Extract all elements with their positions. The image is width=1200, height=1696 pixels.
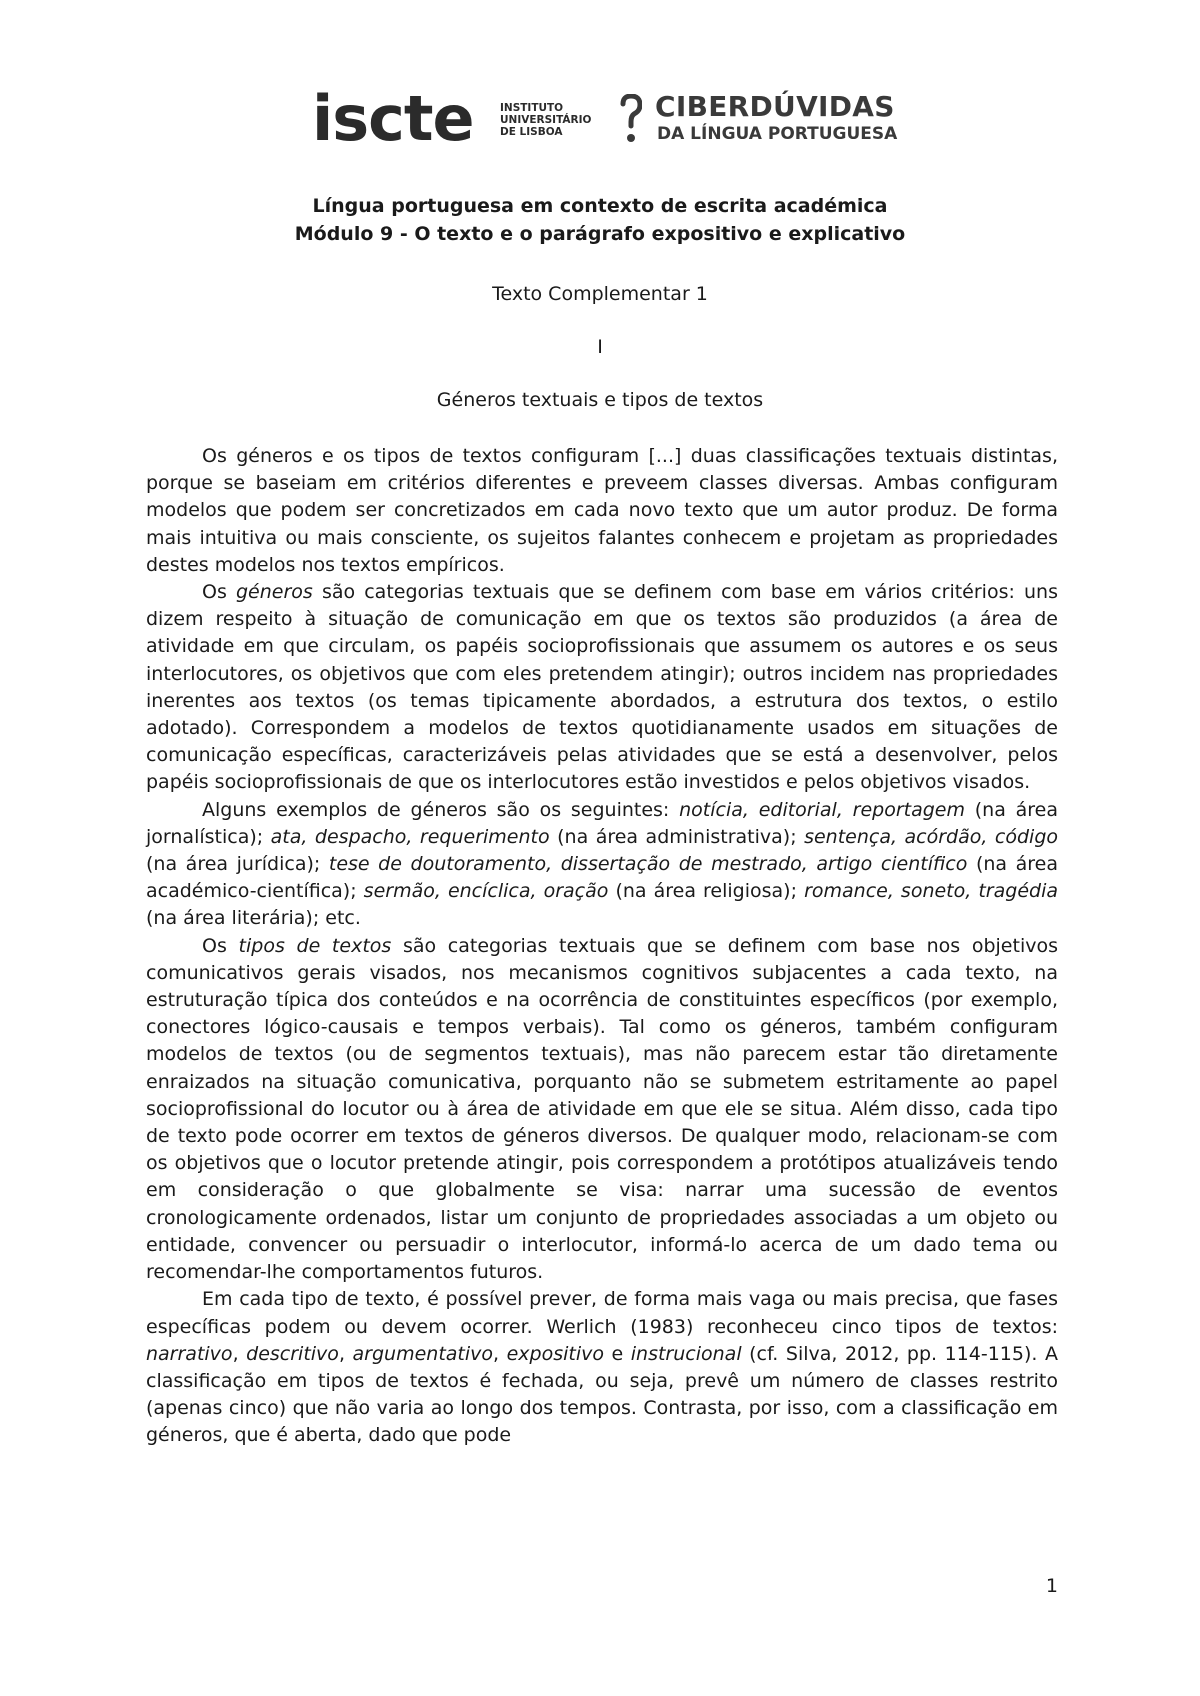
module-title: Módulo 9 - O texto e o parágrafo expositivo e explicativo	[294, 223, 906, 245]
text-run: Em cada tipo de texto, é possível prever, de forma mais vaga ou mais precisa, que fases específicas podem ou devem ocorrer. Werlich (1983) reconheceu cinco tipos de textos:	[146, 1288, 1058, 1338]
page-number: 1	[1045, 1575, 1058, 1597]
italic-term: tese de doutoramento, dissertação de mestrado, artigo científico	[328, 853, 968, 876]
italic-term: sentença, acórdão, código	[804, 825, 1059, 848]
text-run: (na área literária); etc.	[146, 907, 361, 930]
text-run: ,	[338, 1342, 353, 1365]
italic-term: instrucional	[630, 1342, 742, 1365]
ciberduvidas-question-icon	[620, 94, 642, 146]
section-title: Géneros textuais e tipos de textos	[436, 389, 764, 411]
text-run: e	[604, 1342, 631, 1365]
italic-term: ata, despacho, requerimento	[270, 825, 550, 848]
text-run: (na área jornalística);	[146, 798, 1059, 848]
italic-term: descritivo	[246, 1342, 339, 1365]
text-run: (cf. Silva, 2012, pp. 114-115). A classificação em tipos de textos é fechada, ou seja, prevê um número de classes restrito (apenas cinco) que não varia ao longo dos tempos. Contrasta, por isso, com a classificação em géneros, que é aberta, dado que pode	[146, 1342, 1058, 1447]
text-run: Os géneros e os tipos de textos configuram [...] duas classificações textuais distintas, porque se baseiam em critérios diferentes e preveem classes diversas. Ambas configuram modelos que podem ser concretizados em cada novo texto que um autor produz. De forma mais intuitiva ou mais consciente, os sujeitos falantes conhecem e projetam as propriedades destes modelos nos textos empíricos.	[146, 445, 1058, 576]
text-run: são categorias textuais que se definem com base em vários critérios: uns dizem respeito à situação de comunicação em que os textos são produzidos (a área de atividade em que circulam, os papéis socioprofissionais que assumem os autores e os seus interlocutores, os objetivos que com eles pretendem atingir); outros incidem nas propriedades inerentes aos textos (os temas tipicamente abordados, a estrutura dos textos, o estilo adotado). Correspondem a modelos de textos quotidianamente usados em situações de comunicação específicas, caracterizáveis pelas atividades que se está a desenvolver, pelos papéis socioprofissionais de que os interlocutores estão investidos e pelos objetivos visados.	[146, 581, 1058, 794]
iscte-logo: iscte	[312, 82, 474, 155]
ciberduvidas-logo-subtitle: DA LÍNGUA PORTUGUESA	[657, 124, 898, 144]
text-run: Os	[202, 581, 236, 604]
section-number: I	[597, 336, 603, 358]
text-run: são categorias textuais que se definem com base nos objetivos comunicativos gerais visados, nos mecanismos cognitivos subjacentes a cada texto, na estruturação típica dos conteúdos e na ocorrência de constituintes específicos (por exemplo, conectores lógico-causais e tempos verbais). Tal como os géneros, também configuram modelos de textos (ou de segmentos textuais), mas não parecem estar tão diretamente enraizados na situação comunicativa, porquanto não se submetem estritamente ao papel socioprofissional do locutor ou à área de atividade em que ele se situa. Além disso, cada tipo de texto pode ocorrer em textos de géneros diversos. De qualquer modo, relacionam-se com os objetivos que o locutor pretende atingir, pois correspondem a protótipos atualizáveis tendo em consideração o que globalmente se visa: narrar uma sucessão de eventos cronologicamente ordenados, listar um conjunto de propriedades associadas a um objeto ou entidade, convencer ou persuadir o interlocutor, informá-lo acerca de um dado tema ou recomendar-lhe comportamentos futuros.	[146, 934, 1058, 1284]
italic-term: narrativo	[146, 1342, 233, 1365]
text-run: (na área académico-científica);	[146, 853, 1058, 903]
ciberduvidas-logo-title: CIBERDÚVIDAS	[655, 90, 895, 123]
body-paragraph	[146, 1286, 1058, 1449]
text-run: ,	[232, 1342, 247, 1365]
text-run: (na área jurídica);	[146, 853, 329, 876]
text-run: Alguns exemplos de géneros são os seguintes:	[202, 798, 680, 821]
text-run: ,	[493, 1342, 507, 1365]
text-run: Os	[202, 934, 239, 957]
course-title: Língua portuguesa em contexto de escrita académica	[312, 195, 888, 217]
body-text	[146, 443, 1058, 1450]
body-paragraph	[146, 579, 1058, 797]
italic-term: géneros	[235, 581, 313, 604]
body-paragraph	[146, 797, 1058, 933]
header-logos	[0, 82, 1200, 158]
iscte-logo-subtitle: INSTITUTO UNIVERSITÁRIO DE LISBOA	[500, 102, 592, 138]
italic-term: expositivo	[506, 1342, 604, 1365]
italic-term: romance, soneto, tragédia	[804, 880, 1058, 903]
text-run: (na área administrativa);	[549, 825, 805, 848]
italic-term: argumentativo	[352, 1342, 494, 1365]
document-heading	[100, 192, 1100, 248]
body-paragraph	[146, 933, 1058, 1287]
italic-term: tipos de textos	[238, 934, 392, 957]
document-label: Texto Complementar 1	[492, 283, 708, 305]
text-run: (na área religiosa);	[608, 880, 805, 903]
italic-term: notícia, editorial, reportagem	[679, 798, 965, 821]
body-paragraph	[146, 443, 1058, 579]
italic-term: sermão, encíclica, oração	[363, 880, 609, 903]
